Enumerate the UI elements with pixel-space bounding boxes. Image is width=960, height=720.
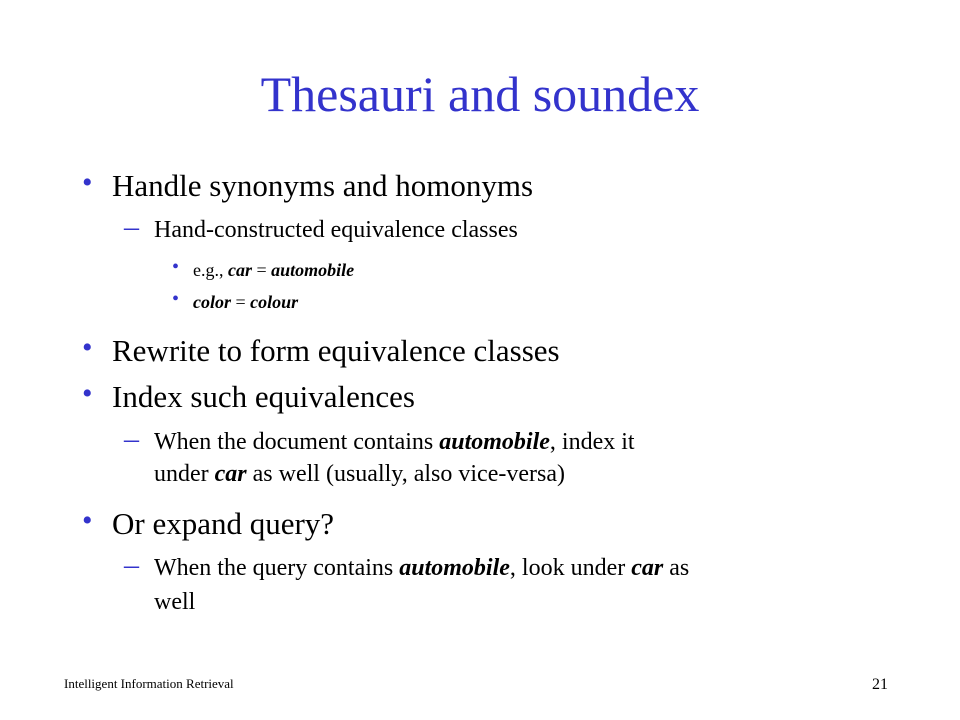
sub-item-hand-constructed [124, 210, 518, 246]
footer-course-title: Intelligent Information Retrieval [64, 676, 234, 691]
sub-item-text-pre: under [154, 461, 215, 487]
dash-icon: – [124, 210, 139, 243]
sub-item-text-post: as well (usually, also vice-versa) [246, 461, 565, 487]
example-term-car: car [228, 260, 252, 280]
example-term-automobile: automobile [271, 260, 355, 280]
bullet-text: Index such equivalences [112, 379, 415, 414]
dash-icon: – [124, 548, 139, 581]
sub-item-text-post: , index it [549, 429, 635, 455]
bullet-dot-icon: • [82, 377, 93, 410]
sub-item-text-mid: , look under [509, 555, 632, 581]
slide-title: Thesauri and soundex [260, 66, 700, 122]
sub-item-query-contains-line2 [154, 587, 195, 618]
sub-item-text: well [154, 589, 196, 615]
equals-sign: = [252, 260, 272, 280]
bullet-dot-icon: • [82, 331, 93, 364]
sub-item-text: Hand-constructed equivalence classes [154, 217, 518, 243]
sub-item-text-post: as [663, 555, 690, 581]
emphasis-automobile: automobile [399, 555, 510, 581]
bullet-item-index-equivalences [82, 377, 415, 416]
sub-item-text-pre: When the document contains [154, 429, 440, 455]
sub-item-document-contains-line2 [154, 459, 565, 490]
page-number: 21 [872, 676, 888, 693]
sub-item-document-contains-line1 [124, 422, 635, 458]
dash-icon: – [124, 422, 139, 455]
emphasis-car: car [631, 555, 664, 581]
sub-sub-item-color-colour [172, 288, 299, 314]
bullet-text: Handle synonyms and homonyms [112, 168, 534, 203]
bullet-text: Or expand query? [112, 506, 335, 541]
bullet-dot-icon: • [82, 166, 93, 199]
bullet-item-expand-query [82, 504, 335, 543]
bullet-text: Rewrite to form equivalence classes [112, 333, 560, 368]
emphasis-car: car [214, 461, 247, 487]
example-term-color: color [193, 292, 231, 312]
sub-item-query-contains-line1 [124, 548, 690, 584]
emphasis-automobile: automobile [439, 429, 550, 455]
sub-item-text-pre: When the query contains [154, 555, 400, 581]
bullet-item-handle-synonyms [82, 166, 534, 205]
bullet-dot-icon: • [172, 256, 180, 278]
example-prefix: e.g., [193, 260, 228, 280]
equals-sign: = [231, 292, 251, 312]
bullet-item-rewrite [82, 331, 560, 370]
example-term-colour: colour [250, 292, 299, 312]
bullet-dot-icon: • [172, 288, 180, 310]
sub-sub-item-car-automobile [172, 256, 355, 282]
bullet-dot-icon: • [82, 504, 93, 537]
